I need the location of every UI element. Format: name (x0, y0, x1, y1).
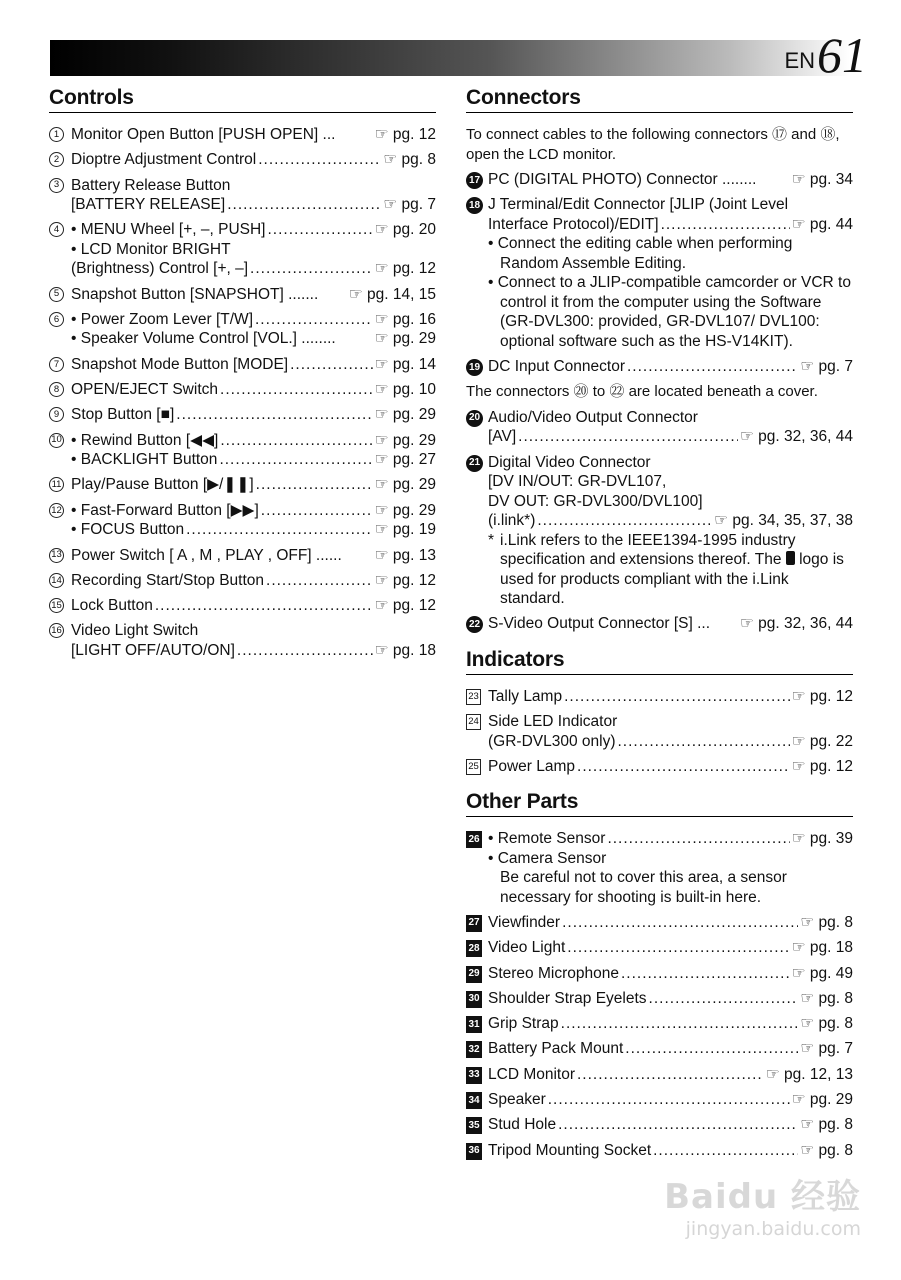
mark-badge: 33 (466, 1067, 482, 1084)
page-ref: ☞ pg. 12 (374, 260, 436, 278)
connector-text: S-Video Output Connector [S] ... (488, 615, 711, 633)
page-ref: ☞ pg. 29 (374, 431, 436, 449)
page-ref: ☞ pg. 12 (374, 571, 436, 589)
connector-item-21 (466, 453, 853, 609)
control-item-6 (49, 310, 436, 349)
right-column (466, 86, 853, 1166)
indicator-item-23 (466, 687, 853, 707)
page-ref: ☞ pg. 12 (791, 687, 853, 705)
control-item-1 (49, 125, 436, 145)
connector-text: J Terminal/Edit Connector [JLIP (Joint Level (488, 196, 789, 214)
item-text: Battery Release Button (71, 176, 231, 194)
item-text: Shoulder Strap Eyelets (488, 989, 647, 1007)
control-item-11 (49, 475, 436, 495)
page-ref: ☞ pg. 18 (791, 939, 853, 957)
connector-item-17 (466, 170, 853, 190)
mark-badge: 15 (49, 598, 64, 613)
other-parts-title: Other Parts (466, 790, 853, 817)
mark-badge: 23 (466, 689, 481, 705)
connectors-intro: To connect cables to the following connectors ⑰ and ⑱, open the LCD monitor. (466, 126, 840, 163)
page-ref: ☞ pg. 32, 36, 44 (739, 615, 853, 633)
item-text: (Brightness) Control [+, –] (71, 260, 249, 278)
bullet-text: • Connect to a JLIP-compatible camcorder or VCR to control it from the computer using the Software (GR-DVL300: provided, GR-DVL107/ DVL100: optional software such as the HS-V14KIT). (488, 274, 851, 350)
controls-list (49, 125, 436, 660)
other-item-36 (466, 1141, 853, 1161)
item-text: [BATTERY RELEASE] (71, 196, 226, 214)
page-ref: ☞ pg. 14 (374, 355, 436, 373)
indicators-title: Indicators (466, 648, 853, 675)
connector-item-22 (466, 614, 853, 634)
mark-badge: 9 (49, 407, 64, 422)
item-text: • Fast-Forward Button [▶▶] (71, 501, 259, 519)
item-text: • MENU Wheel [+, –, PUSH] (71, 221, 266, 239)
item-text: Tally Lamp (488, 687, 563, 705)
header-bar (50, 40, 850, 76)
part-text: • Remote Sensor (488, 830, 606, 848)
item-text: Tripod Mounting Socket (488, 1141, 652, 1159)
page-ref: ☞ pg. 29 (374, 476, 436, 494)
item-text: Power Switch [ A , M , PLAY , OFF] ...... (71, 546, 342, 564)
item-text: LCD Monitor (488, 1065, 575, 1083)
ilink-note-text-2: logo is used for products compliant with the i.Link standard. (500, 551, 844, 608)
item-text: Recording Start/Stop Button (71, 571, 265, 589)
page-ref: ☞ pg. 16 (374, 310, 436, 328)
page-ref: ☞ pg. 29 (374, 501, 436, 519)
page-ref: ☞ pg. 29 (791, 1091, 853, 1109)
mark-badge: 10 (49, 433, 64, 448)
connector-text: Digital Video Connector (488, 453, 651, 471)
item-text: • Power Zoom Lever [T/W] (71, 310, 253, 328)
connector-item-18 (466, 195, 853, 351)
mark-badge: 2 (49, 152, 64, 167)
item-text: Snapshot Button [SNAPSHOT] ....... (71, 285, 319, 303)
item-text: Lock Button (71, 597, 153, 615)
mark-badge: 5 (49, 287, 64, 302)
mark-badge: 14 (49, 573, 64, 588)
mark-badge: 30 (466, 991, 482, 1008)
page-ref: ☞ pg. 22 (791, 732, 853, 750)
other-item-28 (466, 938, 853, 958)
page-ref: ☞ pg. 12 (374, 126, 436, 143)
page-ref: ☞ pg. 7 (800, 1040, 853, 1058)
connector-text: Audio/Video Output Connector (488, 408, 698, 426)
page-ref: ☞ pg. 49 (791, 964, 853, 982)
control-item-2 (49, 150, 436, 170)
page-ref: ☞ pg. 8 (800, 913, 853, 931)
mark-badge: 22 (466, 616, 483, 633)
page-ref: ☞ pg. 8 (383, 151, 436, 169)
other-item-32 (466, 1039, 853, 1059)
control-item-13 (49, 546, 436, 566)
watermark (664, 1169, 861, 1240)
page-ref: ☞ pg. 10 (374, 381, 436, 399)
control-item-16 (49, 621, 436, 660)
item-text: Stereo Microphone (488, 964, 619, 982)
connector-text: DV OUT: GR-DVL300/DVL100] (488, 492, 703, 510)
other-item-34 (466, 1090, 853, 1110)
item-text: • BACKLIGHT Button (71, 451, 218, 469)
item-text: Snapshot Mode Button [MODE] (71, 355, 289, 373)
other-item-26 (466, 829, 853, 907)
item-text: OPEN/EJECT Switch (71, 381, 219, 399)
item-text: Viewfinder (488, 913, 561, 931)
ilink-note: * i.Link refers to the IEEE1394-1995 industry specification and extensions thereof. The logo is used for products compliant with the i.Link standard. (488, 531, 844, 608)
control-item-3 (49, 176, 436, 215)
page-ref: ☞ pg. 34, 35, 37, 38 (714, 512, 853, 530)
page-ref: ☞ pg. 12, 13 (765, 1065, 853, 1083)
mark-badge: 1 (49, 127, 64, 142)
language-code: EN (784, 48, 815, 73)
ilink-logo-icon (786, 551, 795, 565)
connector-text: [DV IN/OUT: GR-DVL107, (488, 473, 667, 491)
mark-badge: 29 (466, 966, 482, 983)
connector-text: [AV] (488, 428, 517, 446)
other-item-35 (466, 1115, 853, 1135)
other-item-31 (466, 1014, 853, 1034)
item-text: Stop Button [■] (71, 406, 175, 424)
item-text: • FOCUS Button (71, 521, 185, 539)
page-ref: ☞ pg. 8 (800, 1116, 853, 1134)
page-ref: ☞ pg. 13 (374, 546, 436, 564)
page-ref: ☞ pg. 18 (374, 641, 436, 659)
mark-badge: 21 (466, 455, 483, 472)
item-text: Grip Strap (488, 1015, 559, 1033)
control-item-15 (49, 596, 436, 616)
control-item-12 (49, 501, 436, 540)
connector-text: Interface Protocol)/EDIT] (488, 215, 659, 233)
item-text: Power Lamp (488, 757, 576, 775)
mark-badge: 28 (466, 940, 482, 957)
indicator-item-24 (466, 712, 853, 751)
page-ref: ☞ pg. 34 (791, 171, 853, 188)
page-ref: ☞ pg. 19 (374, 521, 436, 539)
part-text: • Camera Sensor (488, 849, 607, 867)
mark-badge: 20 (466, 410, 483, 427)
watermark-url: jingyan.baidu.com (685, 1218, 861, 1240)
mark-badge: 25 (466, 759, 481, 775)
mark-badge: 19 (466, 359, 483, 376)
mark-badge: 7 (49, 357, 64, 372)
indicators-list (466, 687, 853, 777)
item-text: Side LED Indicator (488, 713, 618, 731)
mark-badge: 31 (466, 1016, 482, 1033)
other-item-33 (466, 1065, 853, 1085)
controls-title: Controls (49, 86, 436, 113)
item-text: [LIGHT OFF/AUTO/ON] (71, 641, 235, 659)
control-item-9 (49, 405, 436, 425)
other-parts-list (466, 913, 853, 1160)
part-note: Be careful not to cover this area, a sensor necessary for shooting is built-in here. (500, 869, 787, 906)
other-item-29 (466, 964, 853, 984)
indicator-item-25 (466, 757, 853, 777)
mark-badge: 12 (49, 503, 64, 518)
mark-badge: 27 (466, 915, 482, 932)
page-ref: ☞ pg. 44 (791, 215, 853, 233)
page-ref: ☞ pg. 8 (800, 1015, 853, 1033)
item-text: Dioptre Adjustment Control (71, 151, 257, 169)
page-ref: ☞ pg. 7 (383, 196, 436, 214)
mark-badge: 4 (49, 222, 64, 237)
cover-note: The connectors ⑳ to ㉒ are located beneath a cover. (466, 383, 818, 401)
bullet-text: • Connect the editing cable when performing Random Assemble Editing. (488, 235, 793, 272)
watermark-logo: Baidu 经验 (664, 1177, 861, 1217)
page-ref: ☞ pg. 14, 15 (348, 285, 436, 303)
page-number (784, 27, 867, 83)
item-text: Video Light (488, 939, 566, 957)
item-text: Stud Hole (488, 1116, 557, 1134)
connectors-title: Connectors (466, 86, 853, 113)
mark-badge: 24 (466, 714, 481, 730)
control-item-10 (49, 431, 436, 470)
item-text: • LCD Monitor BRIGHT (71, 240, 231, 258)
control-item-7 (49, 355, 436, 375)
connector-item-19 (466, 357, 853, 377)
item-text: Battery Pack Mount (488, 1040, 624, 1058)
page-ref: ☞ pg. 32, 36, 44 (739, 428, 853, 446)
page-ref: ☞ pg. 29 (374, 406, 436, 424)
page-ref: ☞ pg. 8 (800, 989, 853, 1007)
item-text: Video Light Switch (71, 622, 199, 640)
connector-text: PC (DIGITAL PHOTO) Connector ........ (488, 171, 757, 188)
other-item-27 (466, 913, 853, 933)
item-text: Monitor Open Button [PUSH OPEN] ... (71, 126, 336, 143)
item-text: • Speaker Volume Control [VOL.] ........ (71, 330, 336, 348)
mark-badge: 32 (466, 1041, 482, 1058)
item-text: (GR-DVL300 only) (488, 732, 616, 750)
control-item-14 (49, 571, 436, 591)
mark-badge: 36 (466, 1143, 482, 1160)
mark-badge: 35 (466, 1117, 482, 1134)
left-column (49, 86, 436, 666)
mark-badge: 18 (466, 197, 483, 214)
mark-badge: 6 (49, 312, 64, 327)
connector-text: (i.link*) (488, 512, 536, 530)
control-item-8 (49, 380, 436, 400)
mark-badge: 16 (49, 623, 64, 638)
page-ref: ☞ pg. 20 (374, 221, 436, 239)
other-item-30 (466, 989, 853, 1009)
ilink-note-text: i.Link refers to the IEEE1394-1995 industry specification and extensions thereof. The (500, 531, 796, 569)
item-text: Speaker (488, 1091, 546, 1109)
page-ref: ☞ pg. 12 (374, 597, 436, 615)
mark-badge: 17 (466, 172, 483, 189)
mark-badge: 26 (466, 831, 482, 848)
page-ref: ☞ pg. 8 (800, 1141, 853, 1159)
mark-badge: 8 (49, 382, 64, 397)
page-ref: ☞ pg. 27 (374, 451, 436, 469)
page-ref: ☞ pg. 7 (800, 358, 853, 376)
page-ref: ☞ pg. 12 (791, 757, 853, 775)
page-num-value: 61 (817, 27, 867, 83)
mark-badge: 34 (466, 1092, 482, 1109)
item-text: Play/Pause Button [▶/❚❚] (71, 476, 254, 494)
page-ref: ☞ pg. 29 (374, 330, 436, 348)
connector-item-20 (466, 408, 853, 447)
control-item-4 (49, 220, 436, 279)
connector-text: DC Input Connector (488, 358, 625, 376)
item-text: • Rewind Button [◀◀] (71, 431, 219, 449)
page-ref: ☞ pg. 39 (791, 830, 853, 848)
mark-badge: 3 (49, 178, 64, 193)
mark-badge: 11 (49, 477, 64, 492)
control-item-5 (49, 285, 436, 305)
mark-badge: 13 (49, 548, 64, 563)
